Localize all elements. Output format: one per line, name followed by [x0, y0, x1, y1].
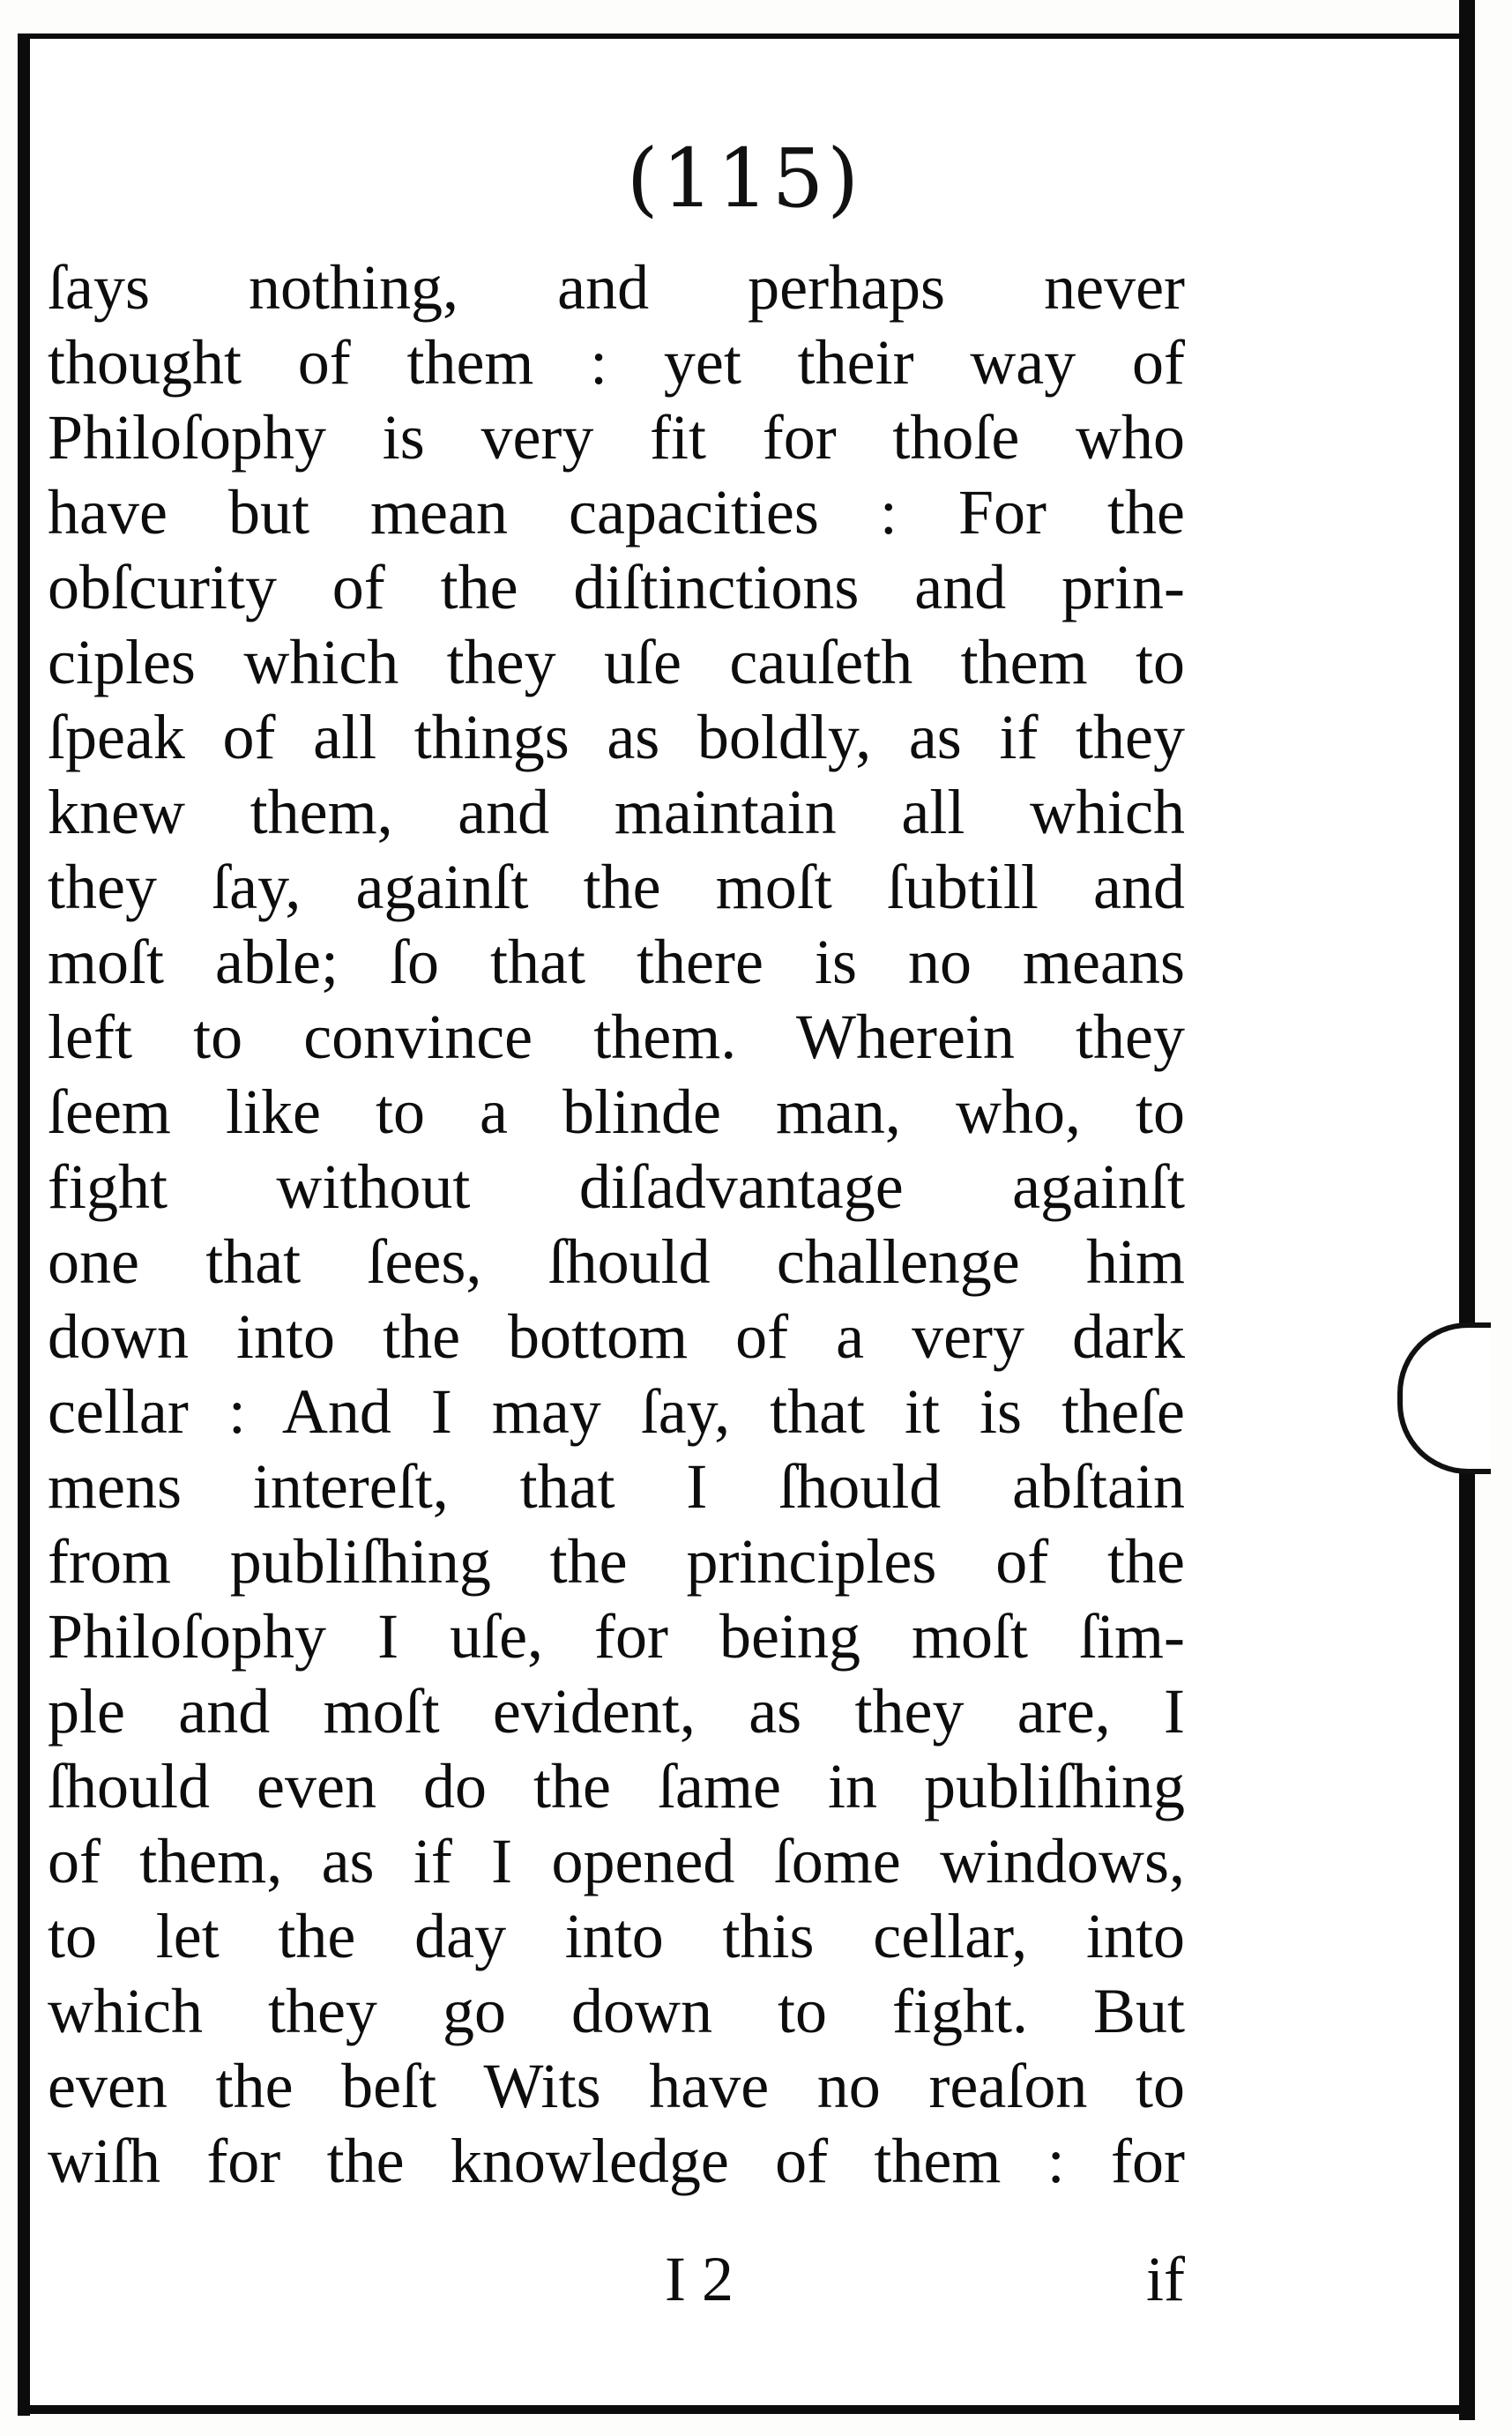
text-line: have but mean capacities : For the: [48, 477, 1185, 548]
text-line: even the beſt Wits have no reaſon to: [48, 2051, 1185, 2121]
page-border-left: [18, 35, 30, 2416]
text-line: fight without diſadvantage againſt: [48, 1151, 1185, 1222]
text-line: cellar : And I may ſay, that it is theſe: [48, 1376, 1185, 1447]
text-line: they ſay, againſt the moſt ſubtill and: [48, 852, 1185, 922]
page-border-bottom: [18, 2405, 1475, 2414]
text-line: one that ſees, ſhould challenge him: [48, 1226, 1185, 1297]
text-line: knew them, and maintain all which: [48, 777, 1185, 847]
text-line: which they go down to fight. But: [48, 1976, 1185, 2046]
text-line: down into the bottom of a very dark: [48, 1301, 1185, 1372]
text-line: thought of them : yet their way of: [48, 327, 1185, 398]
text-line: ſeem like to a blinde man, who, to: [48, 1076, 1185, 1147]
signature-mark: I 2: [665, 2244, 734, 2314]
text-line: moſt able; ſo that there is no means: [48, 927, 1185, 997]
page-border-right: [1459, 0, 1475, 2420]
text-line: mens intereſt, that I ſhould abſtain: [48, 1451, 1185, 1522]
text-line: ple and moſt evident, as they are, I: [48, 1676, 1185, 1747]
text-line: ſhould even do the ſame in publiſhing: [48, 1751, 1185, 1821]
text-line: Philoſophy is very fit for thoſe who: [48, 402, 1185, 473]
text-line: ciples which they uſe cauſeth them to: [48, 627, 1185, 697]
text-line: wiſh for the knowledge of them : for: [48, 2126, 1185, 2196]
text-line: left to convince them. Wherein they: [48, 1002, 1185, 1072]
text-line: of them, as if I opened ſome windows,: [48, 1826, 1185, 1896]
page-body: [30, 39, 1459, 2405]
text-line: ſpeak of all things as boldly, as if they: [48, 702, 1185, 772]
page-number: (115): [626, 131, 863, 226]
catchword: if: [1146, 2244, 1185, 2314]
body-text: [48, 250, 1185, 2199]
text-line: ſays nothing, and perhaps never: [48, 252, 1185, 323]
text-line: from publiſhing the principles of the: [48, 1526, 1185, 1597]
footer-row: [48, 2243, 1185, 2322]
text-line: Philoſophy I uſe, for being moſt ſim-: [48, 1601, 1185, 1672]
text-line: to let the day into this cellar, into: [48, 1901, 1185, 1971]
text-line: obſcurity of the diſtinctions and prin-: [48, 552, 1185, 622]
